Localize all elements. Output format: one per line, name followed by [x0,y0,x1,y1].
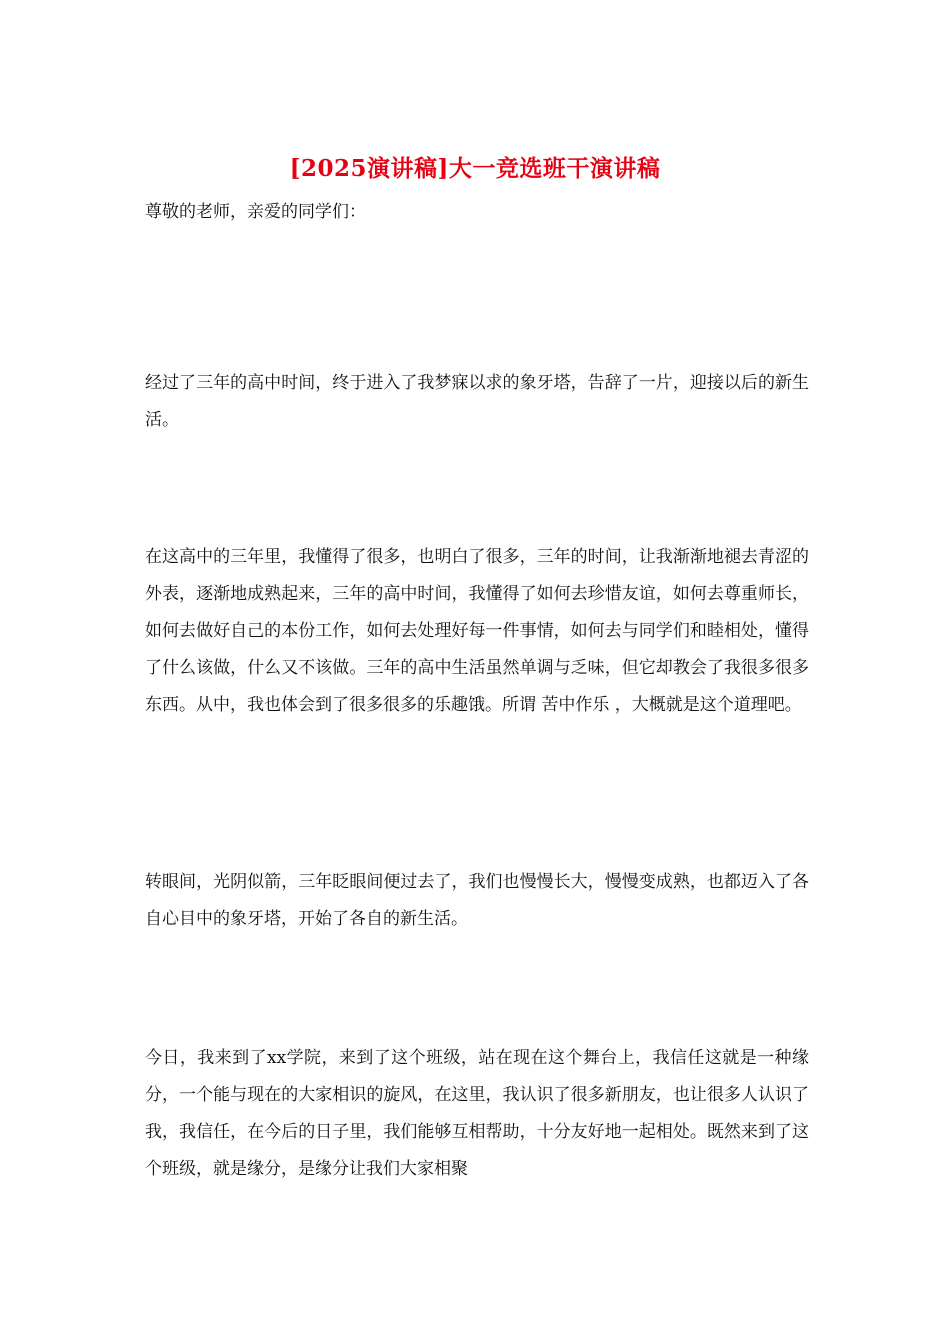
paragraph-2: 在这高中的三年里，我懂得了很多，也明白了很多，三年的时间，让我渐渐地褪去青涩的外表，逐渐地成熟起来，三年的高中时间，我懂得了如何去珍惜友谊，如何去尊重师长，如何去做好自己的本份工作，如何去处理好每一件事情，如何去与同学们和睦相处，懂得了什么该做，什么又不该做。三年的高中生活虽然单调与乏味，但它却教会了我很多很多东西。从中，我也体会到了很多很多的乐趣饿。所谓 苦中作乐 ，大概就是这个道理吧。 [145,547,809,715]
document-title: [2025演讲稿]大一竞选班干演讲稿 [289,155,661,182]
paragraph-4: 今日，我来到了xx学院，来到了这个班级，站在现在这个舞台上，我信任这就是一种缘分，一个能与现在的大家相识的旋风，在这里，我认识了很多新朋友，也让很多人认识了我，我信任，在今后的日子里，我们能够互相帮助，十分友好地一起相处。既然来到了这个班级，就是缘分，是缘分让我们大家相聚 [145,1048,809,1179]
paragraph-1: 经过了三年的高中时间，终于进入了我梦寐以求的象牙塔，告辞了一片，迎接以后的新生活。 [145,373,809,430]
paragraph-3: 转眼间，光阴似箭，三年眨眼间便过去了，我们也慢慢长大，慢慢变成熟，也都迈入了各自心目中的象牙塔，开始了各自的新生活。 [145,872,809,929]
salutation: 尊敬的老师，亲爱的同学们： [145,202,366,222]
